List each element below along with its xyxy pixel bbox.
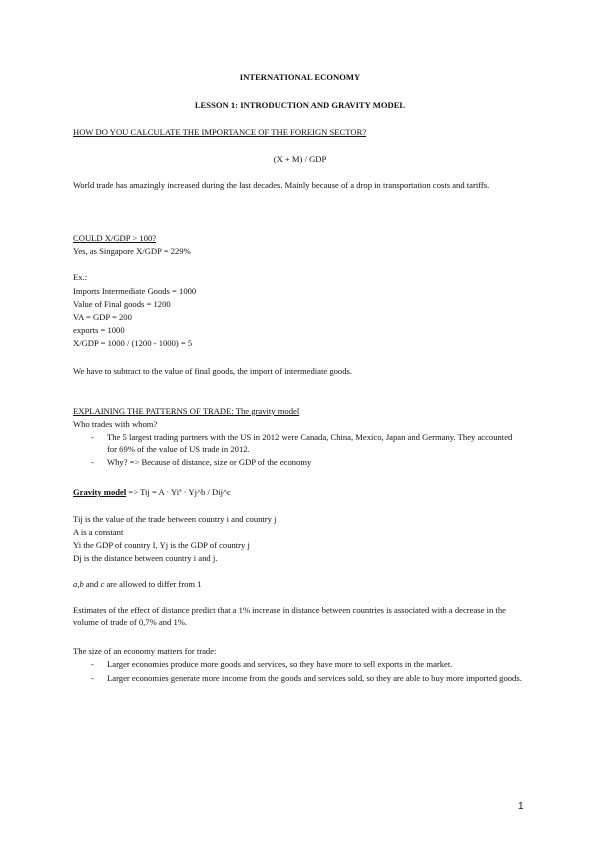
example-line: exports = 1000 [73,325,125,335]
exponents-note [73,579,202,591]
document-title: INTERNATIONAL ECONOMY [239,72,361,82]
who-trades-question: Who trades with whom? [73,419,158,429]
bullet-dash: - [91,457,94,468]
list-item-text: Larger economies generate more income from the goods and services sold, so they are able to buy more imported goods. [107,672,522,683]
section-heading-xgdp: COULD X/GDP > 100? [73,233,157,243]
example-line: Value of Final goods = 1200 [73,299,171,309]
gravity-model-formula: => Tij = A · Yiª · Yj^b / Dij^c [128,487,231,497]
bullet-dash: - [91,672,94,683]
example-line: VA = GDP = 200 [73,312,132,322]
example-line: Imports Intermediate Goods = 1000 [73,286,197,296]
exponents-ab: a,b [73,579,84,589]
economy-size-list [73,659,523,686]
section-heading-foreign-sector: HOW DO YOU CALCULATE THE IMPORTANCE OF THE FOREIGN SECTOR? [73,127,367,137]
section-heading-gravity: EXPLAINING THE PATTERNS OF TRADE: The gravity model [73,406,300,416]
example-label: Ex.: [73,272,88,282]
list-item [73,432,523,455]
gravity-model-line [73,487,231,499]
gravity-model-label: Gravity model [73,487,127,497]
list-item [73,673,523,685]
list-item-text: The 5 largest trading partners with the US in 2012 were Canada, China, Mexico, Japan and Germany. They accounted for 69% of the value of US trade in 2012. [107,432,513,454]
exponents-rest: are allowed to differ from 1 [106,579,202,589]
example-line: X/GDP = 1000 / (1200 - 1000) = 5 [73,338,193,348]
list-item [73,457,523,469]
exponent-c: c [100,579,105,589]
trade-partners-list [73,432,523,471]
bullet-dash: - [91,432,94,442]
page-number: 1 [518,801,524,812]
size-intro: The size of an economy matters for trade: [73,646,217,656]
list-item [73,659,523,671]
list-item-text: Larger economies produce more goods and services, so they have more to sell exports in the market. [107,659,453,669]
definition-line: A is a constant [73,527,124,537]
definition-line: Dj is the distance between country i and j. [73,553,218,563]
definition-line: Tij is the value of the trade between country i and country j [73,514,277,524]
singapore-answer: Yes, as Singapore X/GDP = 229% [73,246,191,256]
subtract-note: We have to subtract to the value of final goods, the import of intermediate goods. [73,366,353,376]
world-trade-paragraph: World trade has amazingly increased during the last decades. Mainly because of a drop in transportation costs and tariffs. [73,180,490,190]
foreign-sector-formula: (X + M) / GDP [273,154,327,164]
definition-line: Yi the GDP of country I, Yj is the GDP of country j [73,540,250,550]
distance-estimates-paragraph: Estimates of the effect of distance predict that a 1% increase in distance between countries is associated with a decrease in the volume of trade of 0,7% and 1%. [73,605,506,627]
bullet-dash: - [91,659,94,669]
lesson-title: LESSON 1: INTRODUCTION AND GRAVITY MODEL [194,100,406,110]
list-item-text: Why? => Because of distance, size or GDP of the economy [107,457,312,468]
exponents-and: and [85,579,99,589]
